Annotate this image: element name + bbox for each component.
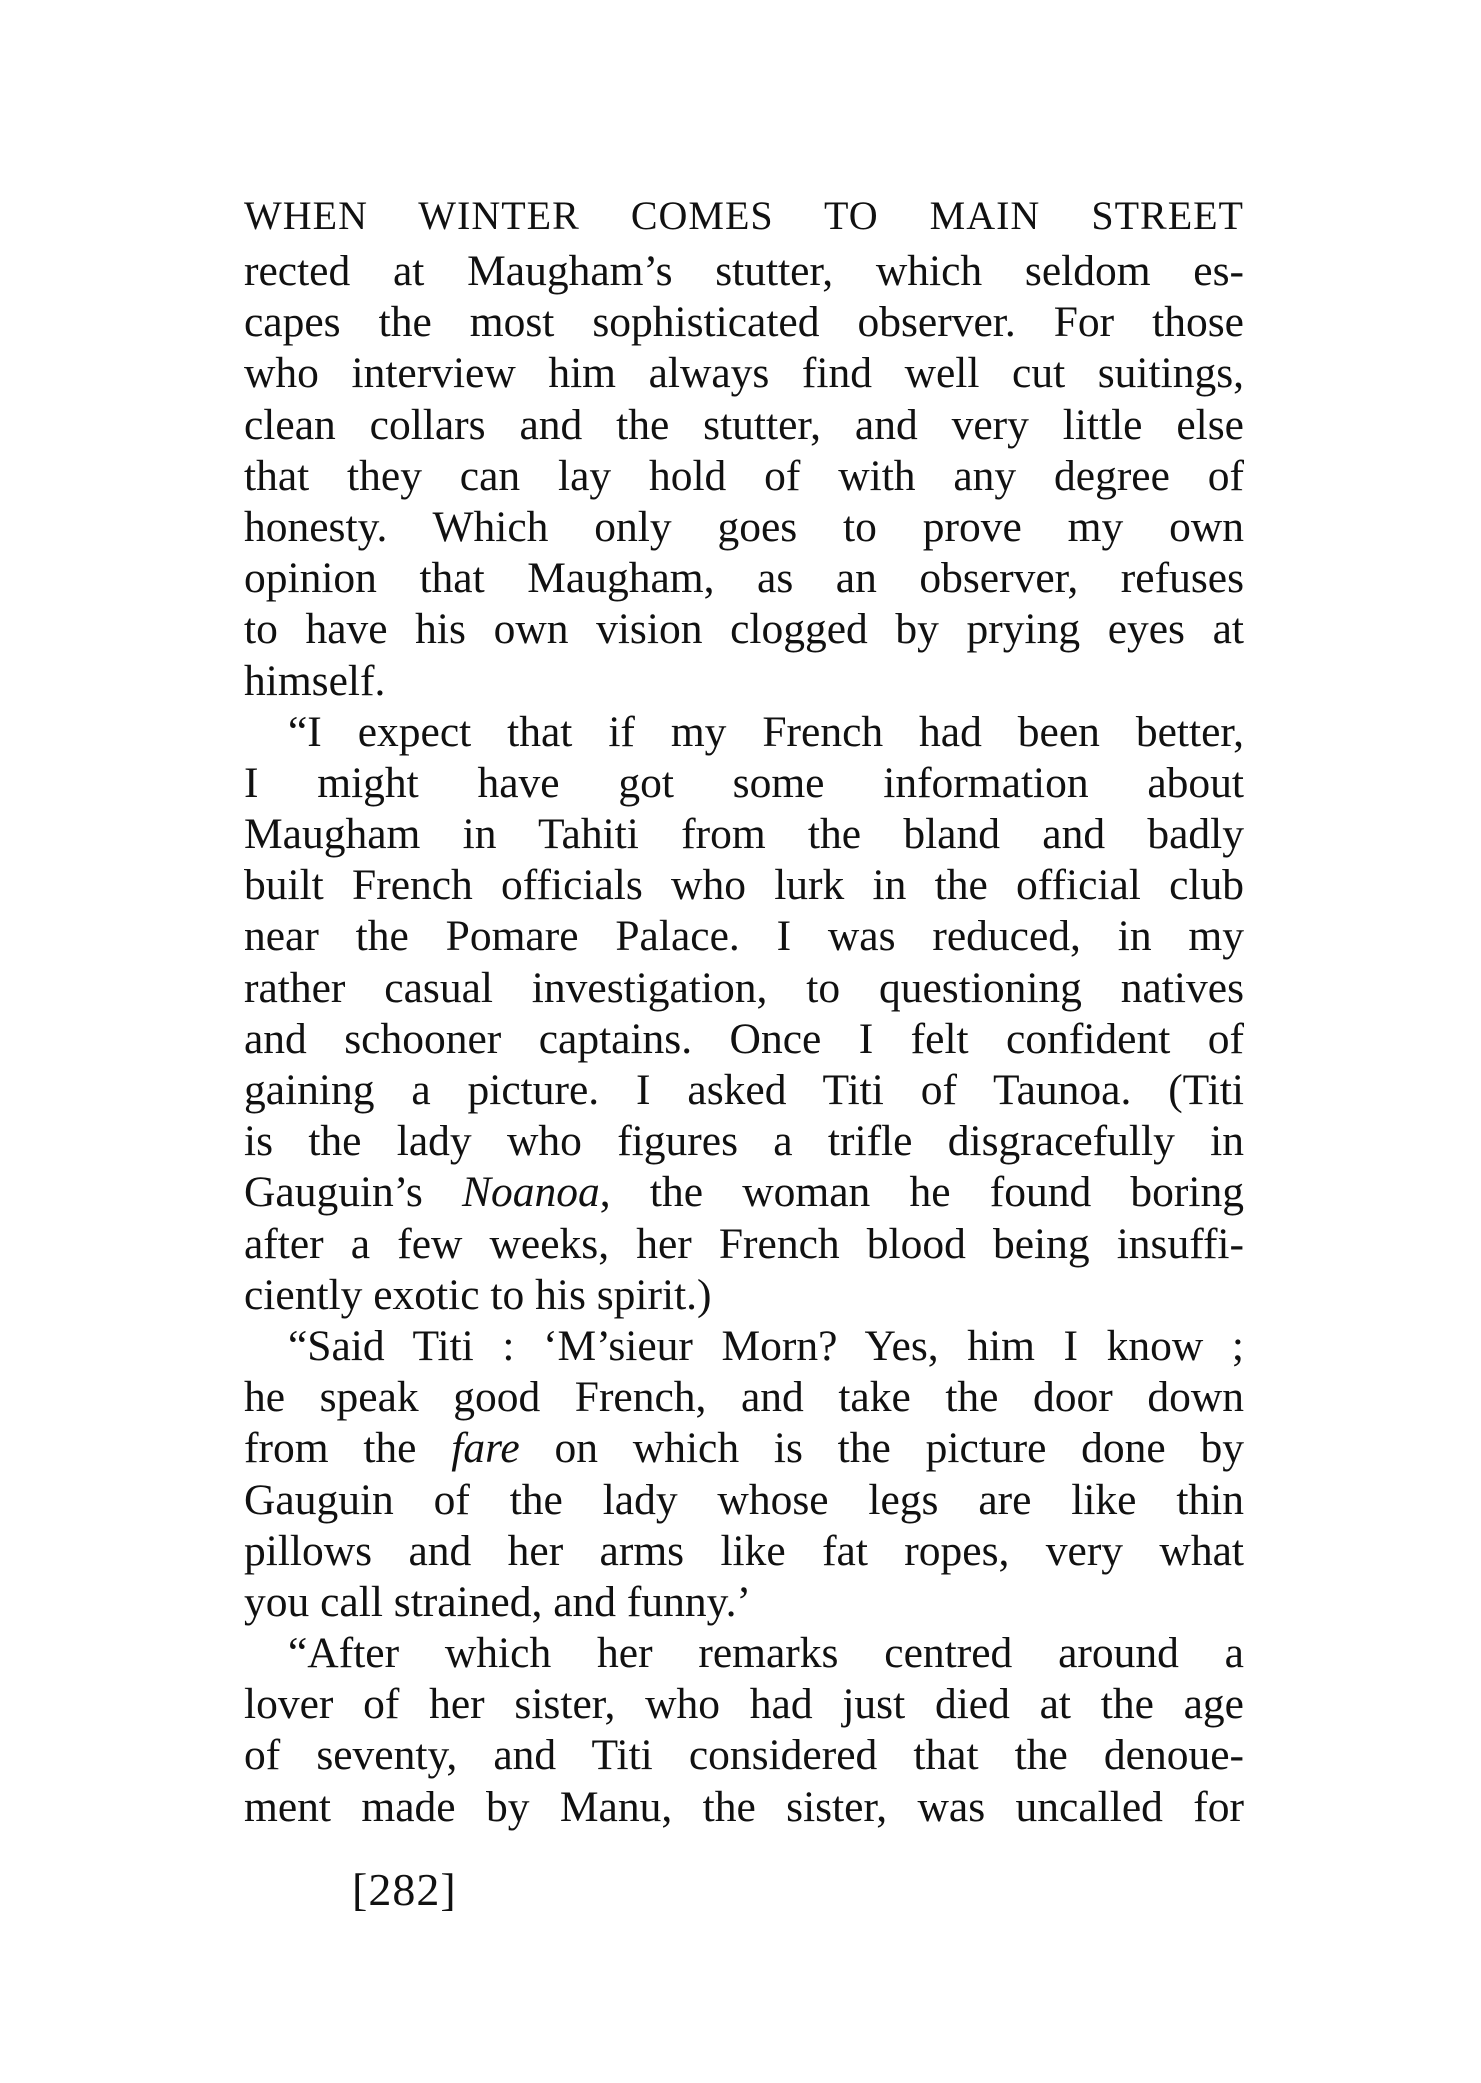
text-segment: is the lady who figures a trifle disgracefully in bbox=[244, 1117, 1244, 1166]
text-line bbox=[244, 502, 1244, 553]
text-line bbox=[244, 297, 1244, 348]
text-segment: you call strained, and funny.’ bbox=[244, 1577, 751, 1626]
text-segment: and schooner captains. Once I felt confident of bbox=[244, 1014, 1244, 1063]
text-line bbox=[244, 707, 1244, 758]
text-segment: pillows and her arms like fat ropes, very what bbox=[244, 1526, 1244, 1575]
text-line bbox=[244, 400, 1244, 451]
text-segment: on which is the picture done by bbox=[519, 1424, 1244, 1473]
text-line bbox=[244, 1475, 1244, 1526]
text-segment: “Said Titi : ‘M’sieur Morn? Yes, him I know ; bbox=[288, 1321, 1244, 1370]
text-segment: lover of her sister, who had just died at the age bbox=[244, 1680, 1244, 1729]
text-line bbox=[244, 1577, 1244, 1628]
text-line bbox=[244, 1526, 1244, 1577]
text-segment: near the Pomare Palace. I was reduced, in my bbox=[244, 912, 1244, 961]
text-line bbox=[244, 553, 1244, 604]
text-segment: that they can lay hold of with any degree of bbox=[244, 451, 1244, 500]
text-line bbox=[244, 1628, 1244, 1679]
text-line bbox=[244, 246, 1244, 297]
text-line bbox=[244, 1014, 1244, 1065]
text-line bbox=[244, 809, 1244, 860]
running-head: WHEN WINTER COMES TO MAIN STREET bbox=[244, 193, 1244, 238]
text-segment: opinion that Maugham, as an observer, refuses bbox=[244, 554, 1244, 603]
text-segment: who interview him always find well cut suitings, bbox=[244, 349, 1244, 398]
italic-text: Noanoa bbox=[462, 1168, 600, 1217]
text-segment: gaining a picture. I asked Titi of Taunoa. (Titi bbox=[244, 1066, 1244, 1114]
text-line bbox=[244, 1730, 1244, 1781]
text-line bbox=[244, 758, 1244, 809]
text-segment: rected at Maugham’s stutter, which seldom es- bbox=[244, 247, 1244, 295]
text-line bbox=[244, 348, 1244, 399]
text-line bbox=[244, 1219, 1244, 1270]
text-line bbox=[244, 1423, 1244, 1474]
body-text bbox=[244, 246, 1244, 1833]
text-line bbox=[244, 451, 1244, 502]
text-line bbox=[244, 604, 1244, 655]
text-line bbox=[244, 1679, 1244, 1730]
text-line bbox=[244, 1270, 1244, 1321]
text-segment: “After which her remarks centred around a bbox=[288, 1629, 1244, 1678]
text-line bbox=[244, 860, 1244, 911]
text-segment: capes the most sophisticated observer. For those bbox=[244, 298, 1244, 347]
text-segment: rather casual investigation, to questioning natives bbox=[244, 963, 1244, 1012]
text-line bbox=[244, 1782, 1244, 1833]
text-segment: of seventy, and Titi considered that the denoue- bbox=[244, 1731, 1244, 1780]
text-segment: I might have got some information about bbox=[244, 758, 1244, 807]
text-segment: Maugham in Tahiti from the bland and badly bbox=[244, 810, 1244, 859]
text-segment: ment made by Manu, the sister, was uncalled for bbox=[244, 1782, 1244, 1831]
text-segment: “I expect that if my French had been better, bbox=[288, 707, 1244, 756]
text-segment: ciently exotic to his spirit.) bbox=[244, 1270, 712, 1319]
text-segment: , the woman he found boring bbox=[599, 1168, 1244, 1217]
text-segment: to have his own vision clogged by prying eyes at bbox=[244, 605, 1244, 654]
text-segment: clean collars and the stutter, and very little else bbox=[244, 400, 1244, 449]
text-segment: from the bbox=[244, 1424, 452, 1473]
text-line bbox=[244, 656, 1244, 707]
page-number: [282] bbox=[352, 1864, 457, 1915]
text-line bbox=[244, 911, 1244, 962]
text-segment: Gauguin of the lady whose legs are like thin bbox=[244, 1475, 1244, 1524]
text-segment: himself. bbox=[244, 656, 386, 705]
text-segment: built French officials who lurk in the official club bbox=[244, 861, 1244, 910]
text-line bbox=[244, 1321, 1244, 1372]
book-page bbox=[244, 190, 1244, 1833]
text-segment: honesty. Which only goes to prove my own bbox=[244, 502, 1244, 551]
text-segment: he speak good French, and take the door down bbox=[244, 1373, 1244, 1422]
text-segment: Gauguin’s bbox=[244, 1168, 463, 1217]
text-line bbox=[244, 1116, 1244, 1167]
text-line bbox=[244, 1372, 1244, 1423]
text-segment: after a few weeks, her French blood being insuffi- bbox=[244, 1219, 1244, 1268]
text-line bbox=[244, 1167, 1244, 1218]
italic-text: fare bbox=[451, 1424, 520, 1473]
text-line bbox=[244, 963, 1244, 1014]
text-line bbox=[244, 1065, 1244, 1116]
